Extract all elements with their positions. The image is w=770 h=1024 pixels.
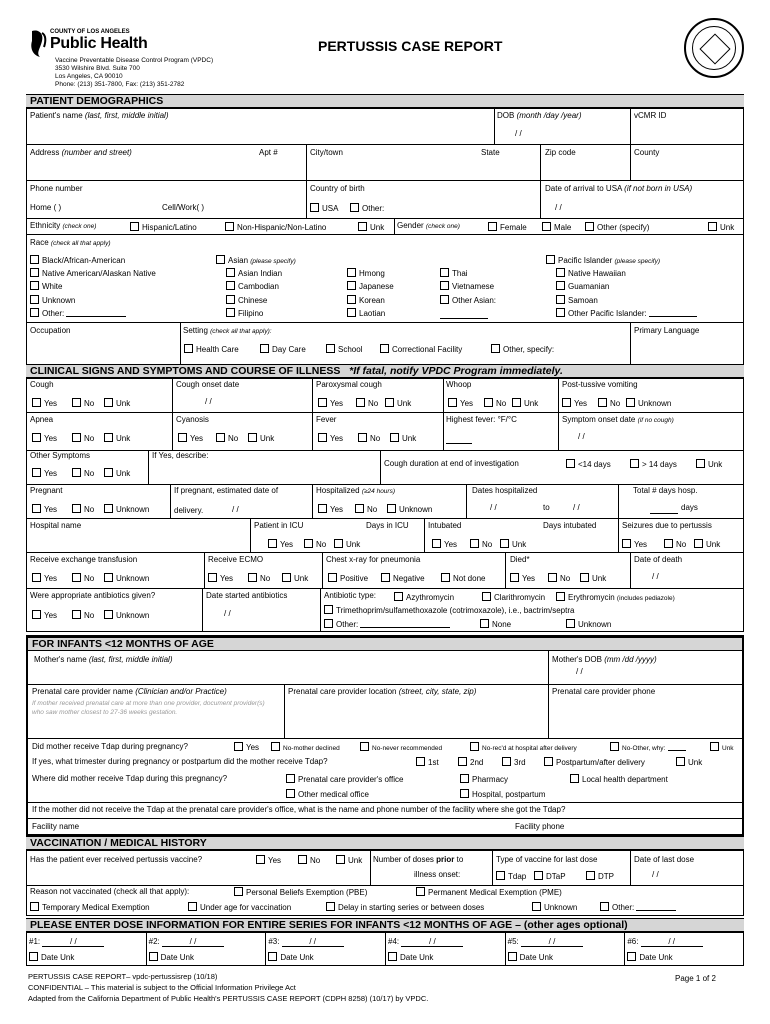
pbe-checkbox[interactable]: Personal Beliefs Exemption (PBE) (234, 887, 367, 897)
reason-other-checkbox[interactable]: Other: (600, 902, 676, 912)
trimester-unk-checkbox[interactable]: Unk (676, 757, 702, 767)
died-yes-checkbox[interactable]: Yes (510, 573, 535, 583)
erythromycin-checkbox[interactable]: Erythromycin (includes pediazole) (556, 592, 675, 603)
asian-indian-checkbox[interactable]: Asian Indian (226, 268, 282, 278)
setting-other-checkbox[interactable]: Other, specify: (491, 344, 554, 354)
state-label: State (481, 148, 500, 157)
other-symptoms-unk-checkbox[interactable]: Unk (104, 468, 130, 478)
samoan-checkbox[interactable]: Samoan (556, 295, 598, 305)
whoop-label: Whoop (446, 380, 472, 389)
footer-line-1: PERTUSSIS CASE REPORT– vpdc-pertussisrep (10/18) (28, 972, 218, 981)
dose-4-date-field[interactable]: #4: / / (388, 938, 463, 947)
delivery-date-field[interactable]: / / (232, 505, 239, 514)
cyanosis-yes-checkbox[interactable]: Yes (178, 433, 203, 443)
fever-unk-checkbox[interactable]: Unk (390, 433, 416, 443)
local-health-checkbox[interactable]: Local health department (570, 774, 668, 784)
xray-positive-checkbox[interactable]: Positive (328, 573, 368, 583)
dtap-checkbox[interactable]: DTaP (534, 871, 566, 881)
duration-unk-checkbox[interactable]: Unk (696, 459, 722, 469)
hospital-postpartum-checkbox[interactable]: Hospital, postpartum (460, 789, 545, 799)
intubated-unk-checkbox[interactable]: Unk (500, 539, 526, 549)
seizures-yes-checkbox[interactable]: Yes (622, 539, 647, 549)
primary-language-label: Primary Language (634, 326, 700, 335)
hospitalized-yes-checkbox[interactable]: Yes (318, 504, 343, 514)
hospitalized-unknown-checkbox[interactable]: Unknown (387, 504, 432, 514)
gender-label: Gender (check one) (397, 221, 460, 230)
tdap-no-other-checkbox[interactable]: No-Other, why: (610, 742, 686, 753)
program-name: Vaccine Preventable Disease Control Program (VPDC) (55, 57, 214, 64)
mother-dob-label: Mother's DOB (mm /dd /yyyy) (552, 655, 657, 664)
days-icu-label: Days in ICU (366, 521, 409, 530)
hosp-end-date-field[interactable]: / / (573, 503, 580, 512)
pregnant-unknown-checkbox[interactable]: Unknown (104, 504, 149, 514)
ecmo-label: Receive ECMO (208, 555, 264, 564)
post-tussive-label: Post-tussive vomiting (562, 380, 638, 389)
cough-duration-label: Cough duration at end of investigation (384, 459, 519, 468)
date-last-dose-field[interactable]: / / (652, 870, 659, 879)
hosp-start-date-field[interactable]: / / (490, 503, 497, 512)
usa-checkbox[interactable]: USA (310, 203, 338, 213)
section-vaccination: VACCINATION / MEDICAL HISTORY (26, 836, 744, 850)
ge14-days-checkbox[interactable]: > 14 days (630, 459, 677, 469)
asian-checkbox[interactable]: Asian (please specify) (216, 255, 296, 266)
paroxysmal-unk-checkbox[interactable]: Unk (385, 398, 411, 408)
hospital-name-label: Hospital name (30, 521, 82, 530)
day-care-checkbox[interactable]: Day Care (260, 344, 306, 354)
dose-6-date-field[interactable]: #6: / / (627, 938, 702, 947)
vietnamese-checkbox[interactable]: Vietnamese (440, 281, 494, 291)
vaccine-no-checkbox[interactable]: No (298, 855, 320, 865)
address-line-1: 3530 Wilshire Blvd. Suite 700 (55, 65, 140, 72)
dose-1-date-unk-checkbox[interactable]: Date Unk (29, 952, 74, 962)
cyanosis-unk-checkbox[interactable]: Unk (248, 433, 274, 443)
exchange-yes-checkbox[interactable]: Yes (32, 573, 57, 583)
antibiotic-type-label: Antibiotic type: (324, 591, 377, 600)
other-medical-checkbox[interactable]: Other medical office (286, 789, 369, 799)
icu-unk-checkbox[interactable]: Unk (334, 539, 360, 549)
cell-phone-field[interactable]: Cell/Work( ) (162, 203, 205, 212)
ever-vaccine-question: Has the patient ever received pertussis vaccine? (30, 855, 203, 864)
pharmacy-checkbox[interactable]: Pharmacy (460, 774, 508, 784)
symptom-onset-field[interactable]: / / (578, 432, 585, 441)
dob-field[interactable]: / / (515, 129, 522, 138)
highest-fever-label: Highest fever: °F/°C (446, 415, 517, 424)
fever-no-checkbox[interactable]: No (358, 433, 380, 443)
symptom-onset-label: Symptom onset date (if no cough) (562, 415, 674, 424)
apnea-label: Apnea (30, 415, 54, 424)
to-label: to (543, 503, 550, 512)
mother-dob-field[interactable]: / / (576, 667, 583, 676)
apnea-yes-checkbox[interactable]: Yes (32, 433, 57, 443)
vaccine-yes-checkbox[interactable]: Yes (256, 855, 281, 865)
cyanosis-label: Cyanosis (176, 415, 209, 424)
whoop-unk-checkbox[interactable]: Unk (512, 398, 538, 408)
dose-1-date-field[interactable]: #1: / / (29, 938, 104, 947)
ethnicity-unk-checkbox[interactable]: Unk (358, 222, 384, 232)
intubated-no-checkbox[interactable]: No (470, 539, 492, 549)
hmong-checkbox[interactable]: Hmong (347, 268, 385, 278)
xray-negative-checkbox[interactable]: Negative (381, 573, 425, 583)
prenatal-name-label: Prenatal care provider name (Clinician and/or Practice) (32, 687, 227, 696)
paroxysmal-label: Paroxysmal cough (316, 380, 382, 389)
address-line-2: Los Angeles, CA 90010 (55, 73, 123, 80)
apt-label: Apt # (259, 148, 278, 157)
dose-5-date-unk-checkbox[interactable]: Date Unk (508, 952, 553, 962)
lt14-days-checkbox[interactable]: <14 days (566, 459, 611, 469)
intubated-yes-checkbox[interactable]: Yes (432, 539, 457, 549)
date-last-dose-label: Date of last dose (634, 855, 695, 864)
ecmo-unk-checkbox[interactable]: Unk (282, 573, 308, 583)
patient-icu-label: Patient in ICU (254, 521, 304, 530)
home-phone-field[interactable]: Home ( ) (30, 203, 62, 212)
cyanosis-no-checkbox[interactable]: No (216, 433, 238, 443)
other-asian-checkbox[interactable]: Other Asian: (440, 295, 496, 305)
cough-onset-field[interactable]: / / (205, 397, 212, 406)
icu-yes-checkbox[interactable]: Yes (268, 539, 293, 549)
trimester-2nd-checkbox[interactable]: 2nd (458, 757, 483, 767)
dose-2-date-unk-checkbox[interactable]: Date Unk (149, 952, 194, 962)
cough-yes-checkbox[interactable]: Yes (32, 398, 57, 408)
section-demographics: PATIENT DEMOGRAPHICS (26, 94, 744, 108)
address-label: Address (number and street) (30, 148, 132, 157)
hospitalized-no-checkbox[interactable]: No (355, 504, 377, 514)
ecmo-no-checkbox[interactable]: No (248, 573, 270, 583)
county-label: County (634, 148, 660, 157)
section-clinical: CLINICAL SIGNS AND SYMPTOMS AND COURSE OF ILLNESS *If fatal, notify VPDC Program immediately. (26, 364, 744, 378)
laotian-checkbox[interactable]: Laotian (347, 308, 385, 318)
exchange-unknown-checkbox[interactable]: Unknown (104, 573, 149, 583)
non-hispanic-checkbox[interactable]: Non-Hispanic/Non-Latino (225, 222, 326, 232)
pregnant-label: Pregnant (30, 486, 63, 495)
facility-name-label: Facility name (32, 822, 80, 831)
date-antibiotics-field[interactable]: / / (224, 609, 231, 618)
total-days-label: Total # days hosp. (633, 486, 698, 495)
exchange-no-checkbox[interactable]: No (72, 573, 94, 583)
tdap-checkbox[interactable]: Tdap (496, 871, 526, 881)
white-checkbox[interactable]: White (30, 281, 62, 291)
arrival-date-field[interactable]: / / (555, 203, 562, 212)
other-symptoms-yes-checkbox[interactable]: Yes (32, 468, 57, 478)
fever-label: Fever (316, 415, 337, 424)
trimester-1st-checkbox[interactable]: 1st (416, 757, 439, 767)
page-title: PERTUSSIS CASE REPORT (318, 38, 503, 54)
antibiotics-given-label: Were appropriate antibiotics given? (30, 591, 156, 600)
vcmr-id-label: vCMR ID (634, 111, 667, 120)
vaccine-type-label: Type of vaccine for last dose (496, 855, 598, 864)
other-symptoms-label: Other Symptoms (30, 451, 91, 460)
facility-question: If the mother did not receive the Tdap at the prenatal care provider's office, what is the name and phone number of the facility where she got the Tdap? (32, 805, 566, 814)
trimethoprim-checkbox[interactable]: Trimethoprim/sulfamethoxazole (cotrimoxazole), i.e., bactrim/septra (324, 605, 574, 615)
pme-checkbox[interactable]: Permanent Medical Exemption (PME) (416, 887, 562, 897)
died-label: Died* (510, 555, 530, 564)
temporary-exemption-checkbox[interactable]: Temporary Medical Exemption (30, 902, 150, 912)
phone-label: Phone number (30, 184, 83, 193)
chest-xray-label: Chest x-ray for pneumonia (326, 555, 421, 564)
ecmo-yes-checkbox[interactable]: Yes (208, 573, 233, 583)
vaccine-unk-checkbox[interactable]: Unk (336, 855, 362, 865)
days-label: days (681, 503, 698, 512)
filipino-checkbox[interactable]: Filipino (226, 308, 263, 318)
prenatal-phone-label: Prenatal care provider phone (552, 687, 656, 696)
guamanian-checkbox[interactable]: Guamanian (556, 281, 609, 291)
died-unk-checkbox[interactable]: Unk (580, 573, 606, 583)
native-american-checkbox[interactable]: Native American/Alaskan Native (30, 268, 156, 278)
intubated-label: Intubated (428, 521, 462, 530)
male-checkbox[interactable]: Male (542, 222, 571, 232)
trimester-question: If yes, what trimester during pregnancy or postpartum did the mother receive Tdap? (32, 757, 328, 766)
gender-unk-checkbox[interactable]: Unk (708, 222, 734, 232)
tdap-yes-checkbox[interactable]: Yes (234, 742, 259, 752)
dose-6-date-unk-checkbox[interactable]: Date Unk (627, 952, 672, 962)
antibiotics-yes-checkbox[interactable]: Yes (32, 610, 57, 620)
pacific-islander-checkbox[interactable]: Pacific Islander (please specify) (546, 255, 660, 266)
cough-label: Cough (30, 380, 54, 389)
female-checkbox[interactable]: Female (488, 222, 527, 232)
date-death-field[interactable]: / / (652, 572, 659, 581)
cambodian-checkbox[interactable]: Cambodian (226, 281, 279, 291)
date-antibiotics-label: Date started antibiotics (206, 591, 288, 600)
tdap-pregnancy-question: Did mother receive Tdap during pregnancy? (32, 742, 188, 751)
tdap-no-recd-checkbox[interactable]: No-rec'd at hospital after delivery (470, 742, 577, 753)
describe-label: If Yes, describe: (152, 451, 209, 460)
org-big: Public Health (50, 35, 148, 52)
mother-name-label: Mother's name (last, first, middle initial) (34, 655, 173, 664)
apnea-no-checkbox[interactable]: No (72, 433, 94, 443)
prenatal-location-label: Prenatal care provider location (street, city, state, zip) (288, 687, 477, 696)
antibiotic-none-checkbox[interactable]: None (480, 619, 511, 629)
whoop-no-checkbox[interactable]: No (484, 398, 506, 408)
vomiting-no-checkbox[interactable]: No (598, 398, 620, 408)
other-symptoms-no-checkbox[interactable]: No (72, 468, 94, 478)
dob-label: DOB (month /day /year) (497, 111, 582, 120)
vomiting-yes-checkbox[interactable]: Yes (562, 398, 587, 408)
azithromycin-checkbox[interactable]: Azythromycin (394, 592, 454, 602)
occupation-label: Occupation (30, 326, 71, 335)
seizures-label: Seizures due to pertussis (622, 521, 712, 530)
date-death-label: Date of death (634, 555, 683, 564)
ethnicity-label: Ethnicity (check one) (30, 221, 97, 230)
city-label: City/town (310, 148, 343, 157)
race-label: Race (check all that apply) (30, 238, 111, 247)
footer-line-3: Adapted from the California Department of Public Health's PERTUSSIS CASE REPORT (CDPH 8258) (10/17) by VPDC. (28, 994, 429, 1003)
arrival-date-label: Date of arrival to USA (if not born in USA) (545, 184, 693, 193)
icu-no-checkbox[interactable]: No (304, 539, 326, 549)
pregnant-no-checkbox[interactable]: No (72, 504, 94, 514)
tdap-no-declined-checkbox[interactable]: No-mother declined (271, 742, 340, 753)
country-birth-label: Country of birth (310, 184, 365, 193)
paroxysmal-yes-checkbox[interactable]: Yes (318, 398, 343, 408)
pregnant-yes-checkbox[interactable]: Yes (32, 504, 57, 514)
dtp-checkbox[interactable]: DTP (586, 871, 614, 881)
apnea-unk-checkbox[interactable]: Unk (104, 433, 130, 443)
dates-hospitalized-label: Dates hospitalized (472, 486, 538, 495)
illness-onset-label: illness onset: (414, 870, 461, 879)
antibiotic-other-checkbox[interactable]: Other: (324, 619, 450, 629)
patient-name-label: Patient's name (last, first, middle initial) (30, 111, 169, 120)
antibiotics-unknown-checkbox[interactable]: Unknown (104, 610, 149, 620)
seizures-no-checkbox[interactable]: No (664, 539, 686, 549)
seizures-unk-checkbox[interactable]: Unk (694, 539, 720, 549)
fever-yes-checkbox[interactable]: Yes (318, 433, 343, 443)
dose-3-date-field[interactable]: #3: / / (268, 938, 343, 947)
section-infants: FOR INFANTS <12 MONTHS OF AGE (28, 637, 742, 651)
prenatal-office-checkbox[interactable]: Prenatal care provider's office (286, 774, 403, 784)
korean-checkbox[interactable]: Korean (347, 295, 385, 305)
black-checkbox[interactable]: Black/African-American (30, 255, 125, 265)
other-pacific-checkbox[interactable]: Other Pacific Islander: (556, 308, 697, 318)
antibiotics-no-checkbox[interactable]: No (72, 610, 94, 620)
cough-no-checkbox[interactable]: No (72, 398, 94, 408)
chinese-checkbox[interactable]: Chinese (226, 295, 267, 305)
vomiting-unknown-checkbox[interactable]: Unknown (626, 398, 671, 408)
days-intubated-label: Days intubated (543, 521, 597, 530)
county-seal-icon (684, 18, 744, 78)
whoop-yes-checkbox[interactable]: Yes (448, 398, 473, 408)
thai-checkbox[interactable]: Thai (440, 268, 468, 278)
prenatal-note: If mother received prenatal care at more than one provider, document provider(s) who saw mother closest to 27-36 weeks gestation. (32, 700, 265, 716)
pregnant-delivery-label: If pregnant, estimated date of (174, 486, 279, 495)
exchange-label: Receive exchange transfusion (30, 555, 138, 564)
hospitalized-label: Hospitalized (≥24 hours) (316, 486, 396, 495)
race-unknown-checkbox[interactable]: Unknown (30, 295, 75, 305)
tdap-no-never-checkbox[interactable]: No-never recommended (360, 742, 442, 753)
delay-checkbox[interactable]: Delay in starting series or between doses (326, 902, 484, 912)
hispanic-checkbox[interactable]: Hispanic/Latino (130, 222, 197, 232)
school-checkbox[interactable]: School (326, 344, 362, 354)
xray-not-done-checkbox[interactable]: Not done (441, 573, 485, 583)
setting-label: Setting (check all that apply): (183, 326, 272, 335)
cough-onset-label: Cough onset date (176, 380, 240, 389)
trimester-3rd-checkbox[interactable]: 3rd (502, 757, 526, 767)
dose-3-date-unk-checkbox[interactable]: Date Unk (268, 952, 313, 962)
other-country-checkbox[interactable]: Other: (350, 203, 384, 213)
reason-unknown-checkbox[interactable]: Unknown (532, 902, 577, 912)
died-no-checkbox[interactable]: No (548, 573, 570, 583)
delivery-label: delivery. (174, 506, 204, 515)
zip-label: Zip code (545, 148, 576, 157)
dose-5-date-field[interactable]: #5: / / (508, 938, 583, 947)
where-tdap-question: Where did mother receive Tdap during this pregnancy? (32, 774, 228, 783)
under-age-checkbox[interactable]: Under age for vaccination (188, 902, 291, 912)
correctional-checkbox[interactable]: Correctional Facility (380, 344, 462, 354)
cough-unk-checkbox[interactable]: Unk (104, 398, 130, 408)
footer-line-2: CONFIDENTIAL – This material is subject to the Official Information Privilege Act (28, 983, 296, 992)
org-small: COUNTY OF LOS ANGELES (50, 29, 130, 35)
section-dose: PLEASE ENTER DOSE INFORMATION FOR ENTIRE SERIES FOR INFANTS <12 MONTHS OF AGE – (other ages optional) (26, 918, 744, 932)
antibiotic-unknown-checkbox[interactable]: Unknown (566, 619, 611, 629)
reason-not-vaccinated-label: Reason not vaccinated (check all that apply): (30, 887, 190, 896)
page-number: Page 1 of 2 (675, 974, 716, 983)
native-hawaiian-checkbox[interactable]: Native Hawaiian (556, 268, 626, 278)
clarithromycin-checkbox[interactable]: Clarithromycin (482, 592, 545, 602)
phone-fax: Phone: (213) 351-7800, Fax: (213) 351-2782 (55, 81, 185, 88)
postpartum-checkbox[interactable]: Postpartum/after delivery (544, 757, 645, 767)
gender-other-checkbox[interactable]: Other (specify) (585, 222, 649, 232)
dose-4-date-unk-checkbox[interactable]: Date Unk (388, 952, 433, 962)
health-care-checkbox[interactable]: Health Care (184, 344, 239, 354)
tdap-unk-checkbox[interactable]: Unk (710, 742, 734, 753)
paroxysmal-no-checkbox[interactable]: No (356, 398, 378, 408)
japanese-checkbox[interactable]: Japanese (347, 281, 394, 291)
num-doses-label: Number of doses prior to (373, 855, 464, 864)
dose-2-date-field[interactable]: #2: / / (149, 938, 224, 947)
facility-phone-label: Facility phone (515, 822, 565, 831)
race-other-checkbox[interactable]: Other: (30, 308, 126, 318)
